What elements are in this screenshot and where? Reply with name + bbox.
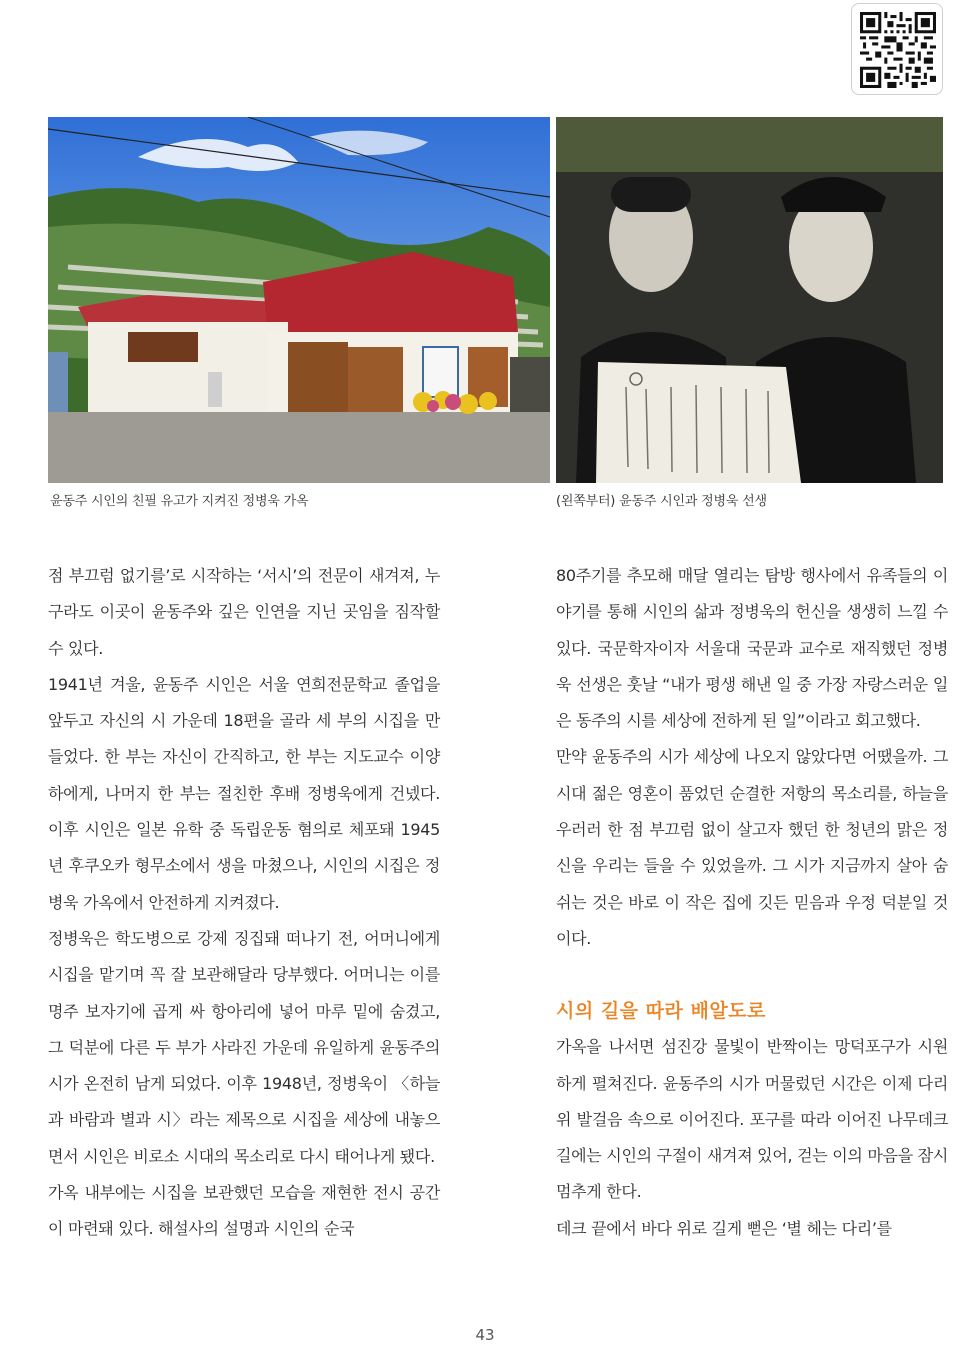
right-text-column	[556, 558, 948, 1247]
body-paragraph: 80주기를 추모해 매달 열리는 탐방 행사에서 유족들의 이야기를 통해 시인의 삶과 정병욱의 헌신을 생생히 느낄 수 있다. 국문학자이자 서울대 국문과 교수로 재직했던 정병욱 선생은 훗날 “내가 평생 해낸 일 중 가장 자랑스러운 일은 동주의 시를 세상에 전하게 된 일”이라고 회고했다.	[556, 566, 948, 731]
vintage-portrait-photo	[556, 117, 943, 483]
body-paragraph: 가옥을 나서면 섬진강 물빛이 반짝이는 망덕포구가 시원하게 펼쳐진다. 윤동주의 시가 머물렀던 시간은 이제 다리 위 발걸음 속으로 이어진다. 포구를 따라 이어진 나무데크길에는 시인의 구절이 새겨져 있어, 걷는 이의 마음을 잠시 멈추게 한다.	[556, 1037, 948, 1202]
qr-code[interactable]	[851, 3, 943, 95]
qr-code-icon	[860, 12, 936, 88]
body-paragraph: 점 부끄럼 없기를’로 시작하는 ‘서시’의 전문이 새겨져, 누구라도 이곳이 윤동주와 깊은 인연을 지닌 곳임을 짐작할 수 있다.	[48, 566, 440, 658]
hanok-house-photo	[48, 117, 550, 483]
body-paragraph: 데크 끝에서 바다 위로 길게 뻗은 ‘별 헤는 다리’를	[556, 1218, 892, 1238]
body-paragraph: 가옥 내부에는 시집을 보관했던 모습을 재현한 전시 공간이 마련돼 있다. 해설사의 설명과 시인의 순국	[48, 1183, 440, 1239]
left-text-column	[48, 558, 440, 1248]
photo-caption-left: 윤동주 시인의 친필 유고가 지켜진 정병욱 가옥	[50, 494, 309, 509]
portrait-photo	[556, 117, 943, 483]
page-number: 43	[475, 1326, 495, 1344]
body-paragraph: 정병욱은 학도병으로 강제 징집돼 떠나기 전, 어머니에게 시집을 맡기며 꼭 잘 보관해달라 당부했다. 어머니는 이를 명주 보자기에 곱게 싸 항아리에 넣어 마루 밑에 숨겼고, 그 덕분에 다른 두 부가 사라진 가운데 유일하게 윤동주의 시가 온전히 남게 되었다. 이후 1948년, 정병욱이 〈하늘과 바람과 별과 시〉라는 제목으로 시집을 세상에 내놓으면서 시인은 비로소 시대의 목소리로 다시 태어나게 됐다.	[48, 928, 440, 1166]
photo-caption-right: (왼쪽부터) 윤동주 시인과 정병욱 선생	[556, 494, 767, 509]
house-photo	[48, 117, 550, 483]
section-spacer	[556, 957, 948, 993]
body-paragraph: 1941년 겨울, 윤동주 시인은 서울 연희전문학교 졸업을 앞두고 자신의 시 가운데 18편을 골라 세 부의 시집을 만들었다. 한 부는 자신이 간직하고, 한 부는 지도교수 이양하에게, 나머지 한 부는 절친한 후배 정병욱에게 건넸다. 이후 시인은 일본 유학 중 독립운동 혐의로 체포돼 1945년 후쿠오카 형무소에서 생을 마쳤으나, 시인의 시집은 정병욱 가옥에서 안전하게 지켜졌다.	[48, 674, 440, 912]
section-heading: 시의 길을 따라 배알도로	[556, 1000, 766, 1023]
body-paragraph: 만약 윤동주의 시가 세상에 나오지 않았다면 어땠을까. 그 시대 젊은 영혼이 품었던 순결한 저항의 목소리를, 하늘을 우러러 한 점 부끄럼 없이 살고자 했던 한 청년의 맑은 정신을 우리는 들을 수 있었을까. 그 시가 지금까지 살아 숨 쉬는 것은 바로 이 작은 집에 깃든 믿음과 우정 덕분일 것이다.	[556, 747, 948, 948]
